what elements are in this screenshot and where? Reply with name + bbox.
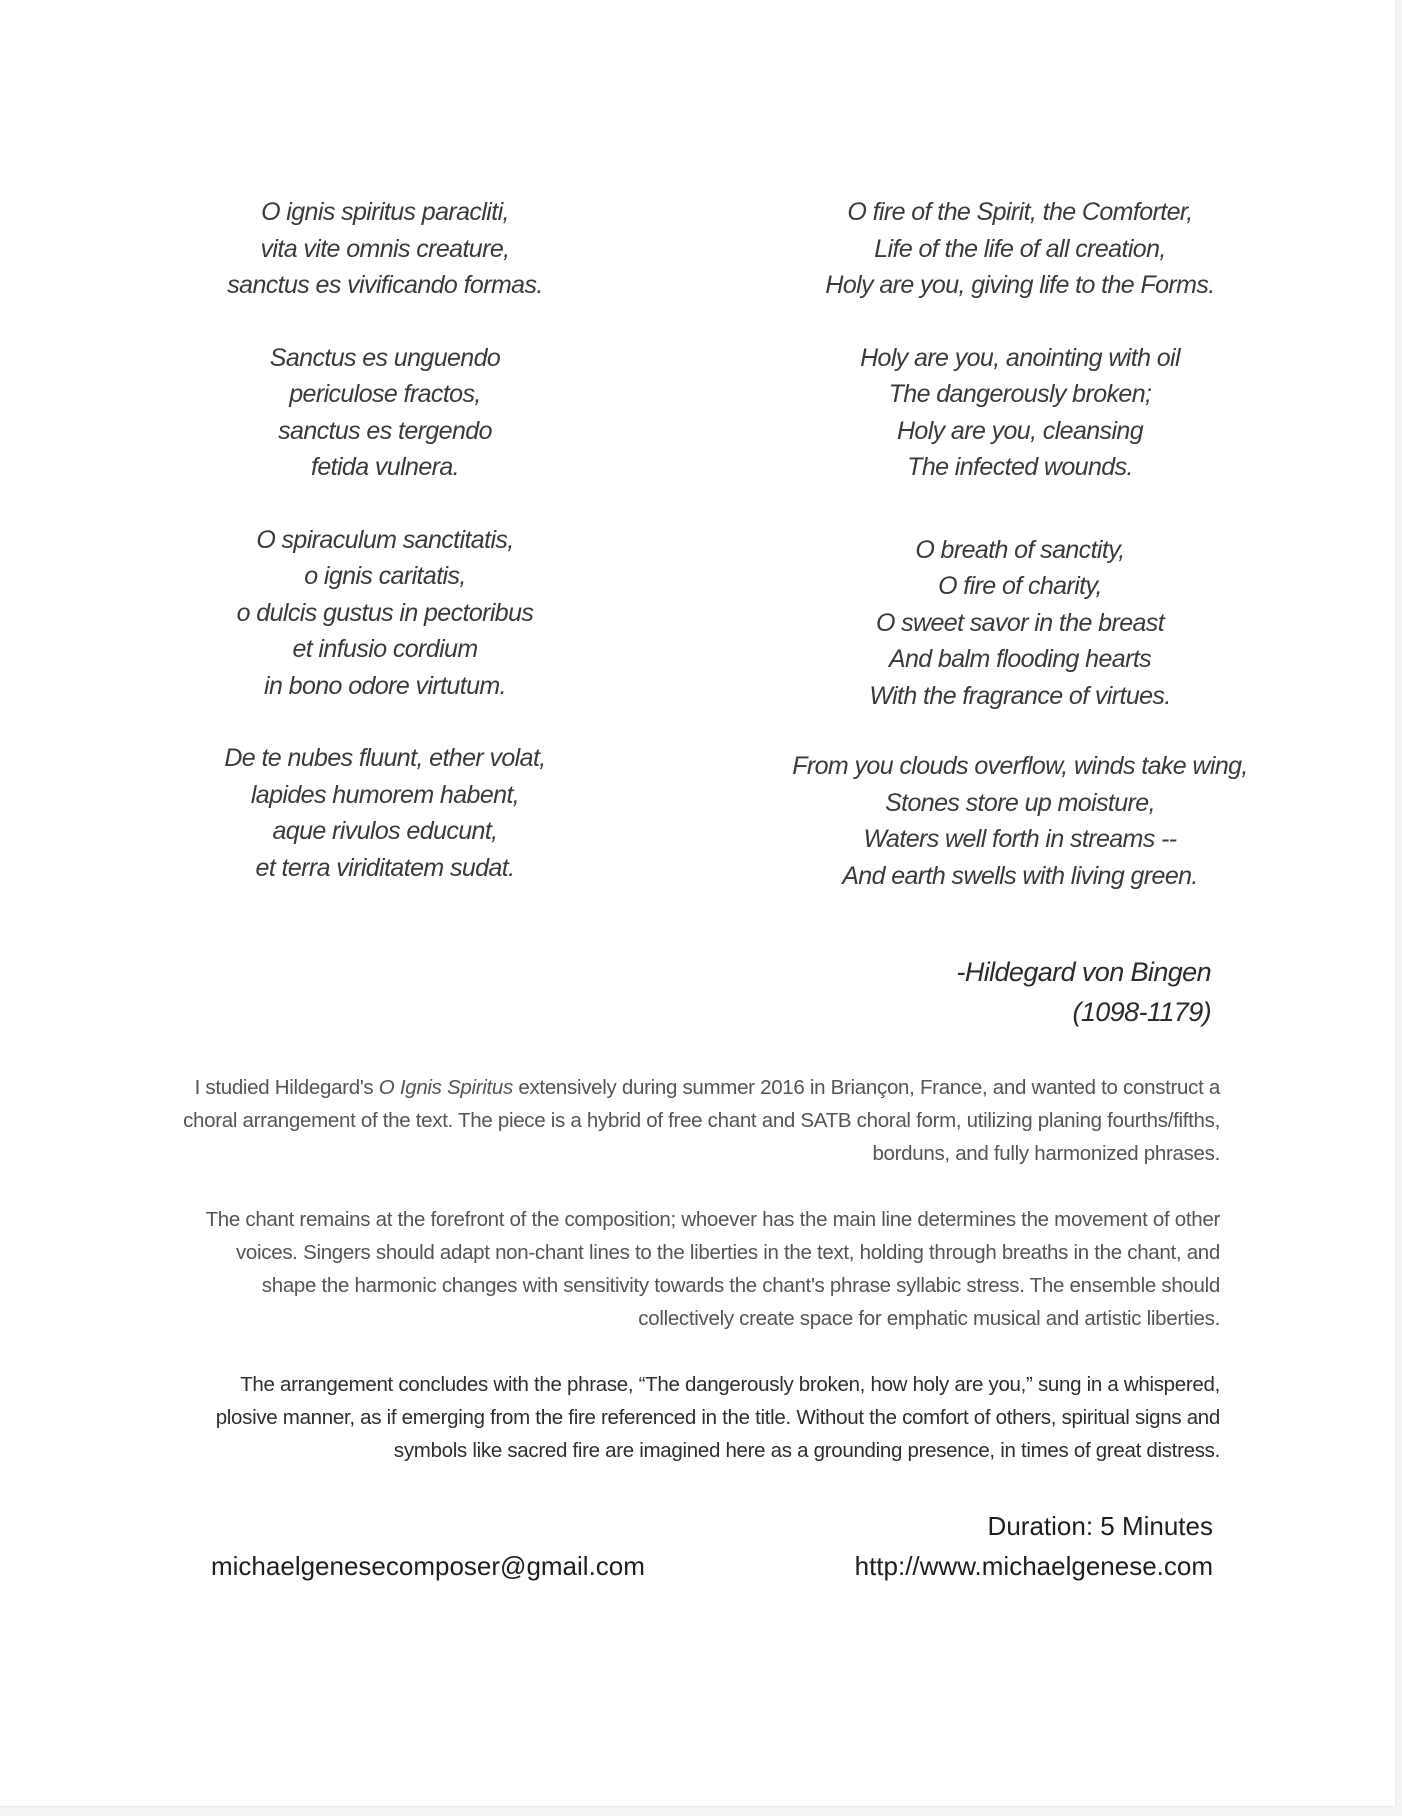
poem-line: Stones store up moisture, xyxy=(885,788,1155,817)
poem-line: O fire of the Spirit, the Comforter, xyxy=(847,198,1193,226)
notes-paragraph-3: The arrangement concludes with the phrase, “The dangerously broken, how holy are you,” sung in a whispered, plosive manner, as if emerging from the fire referenced in the title. Without the comfort of others, spiritual signs and symbols like sacred fire are imagined here as a grounding presence, in times of great distress. xyxy=(215,1373,1220,1462)
author-dates: (1098-1179) xyxy=(1072,997,1211,1027)
poem-line: o dulcis gustus in pectoribus xyxy=(236,598,534,627)
english-stanza-2 xyxy=(780,340,1260,486)
english-stanza-1 xyxy=(780,194,1260,304)
english-stanza-4 xyxy=(780,748,1260,894)
poem-line: The dangerously broken; xyxy=(888,380,1152,408)
notes-paragraph-2: The chant remains at the forefront of the composition; whoever has the main line determines the movement of other voices. Singers should adapt non-chant lines to the liberties in the text, holding through breaths in the chant, and shape the harmonic changes with sensitivity towards the chant's phrase syllabic stress. The ensemble should collectively create space for emphatic musical and artistic liberties. xyxy=(205,1208,1220,1330)
poem-line: vita vite omnis creature, xyxy=(260,234,510,263)
duration xyxy=(988,1511,1213,1542)
poem-line: lapides humorem habent, xyxy=(250,780,520,809)
poem-line: O sweet savor in the breast xyxy=(875,608,1165,637)
poem-line: O breath of sanctity, xyxy=(915,535,1125,564)
program-notes xyxy=(180,1071,1220,1467)
latin-stanza-3 xyxy=(185,522,585,705)
poem-line: Holy are you, anointing with oil xyxy=(860,343,1180,372)
latin-stanza-4 xyxy=(185,740,585,886)
poem-line: fetida vulnera. xyxy=(310,453,460,481)
latin-stanza-2 xyxy=(185,340,585,486)
poem-line: aque rivulos educunt, xyxy=(272,817,498,845)
duration-label: Duration: xyxy=(987,1511,1094,1541)
poem-line: in bono odore virtutum. xyxy=(264,671,506,700)
notes-paragraph-1 xyxy=(180,1071,1220,1170)
latin-stanza-1 xyxy=(185,194,585,304)
poem-line: And earth swells with living green. xyxy=(842,861,1198,890)
duration-value: 5 Minutes xyxy=(1093,1511,1213,1541)
poem-line: et terra viriditatem sudat. xyxy=(255,853,515,882)
notes-text: I studied Hildegard's xyxy=(194,1076,379,1099)
poem-line: From you clouds overflow, winds take wing, xyxy=(792,752,1248,780)
poem-line: Holy are you, cleansing xyxy=(896,416,1144,445)
poem-line: et infusio cordium xyxy=(292,635,478,663)
poem-line: O fire of charity, xyxy=(938,572,1102,600)
poem-line: o ignis caritatis, xyxy=(304,562,466,590)
poem-line: O spiraculum sanctitatis, xyxy=(256,525,514,554)
poem-line: Holy are you, giving life to the Forms. xyxy=(825,271,1215,299)
poem-line: periculose fractos, xyxy=(289,380,481,408)
contact-email: michaelgenesecomposer@gmail.com xyxy=(211,1551,645,1581)
poem-attribution xyxy=(956,952,1211,1032)
poem-line: With the fragrance of virtues. xyxy=(869,681,1171,710)
work-title: O Ignis Spiritus xyxy=(378,1076,513,1099)
poem-line: And balm flooding hearts xyxy=(888,645,1152,673)
notes-text: extensively during summer 2016 in Briançon, France, and wanted to construct a choral arrangement of the text. The piece is a hybrid of free chant and SATB choral form, utilizing planing fourths/fifths, borduns, and fully harmonized phrases. xyxy=(183,1076,1220,1165)
poem-line: Life of the life of all creation, xyxy=(874,234,1166,263)
english-translation-column xyxy=(780,194,1260,894)
poem-line: De te nubes fluunt, ether volat, xyxy=(224,744,546,772)
poem-line: Waters well forth in streams -- xyxy=(863,825,1177,853)
poem-line: sanctus es vivificando formas. xyxy=(227,271,543,299)
website-url: http://www.michaelgenese.com xyxy=(854,1551,1213,1581)
poem-line: sanctus es tergendo xyxy=(278,416,492,445)
english-stanza-3 xyxy=(780,532,1260,715)
poem-line: O ignis spiritus paracliti, xyxy=(261,198,509,226)
poem-line: The infected wounds. xyxy=(907,453,1133,481)
latin-text-column xyxy=(185,194,585,886)
poem-line: Sanctus es unguendo xyxy=(269,343,501,372)
author-name: -Hildegard von Bingen xyxy=(956,957,1211,987)
